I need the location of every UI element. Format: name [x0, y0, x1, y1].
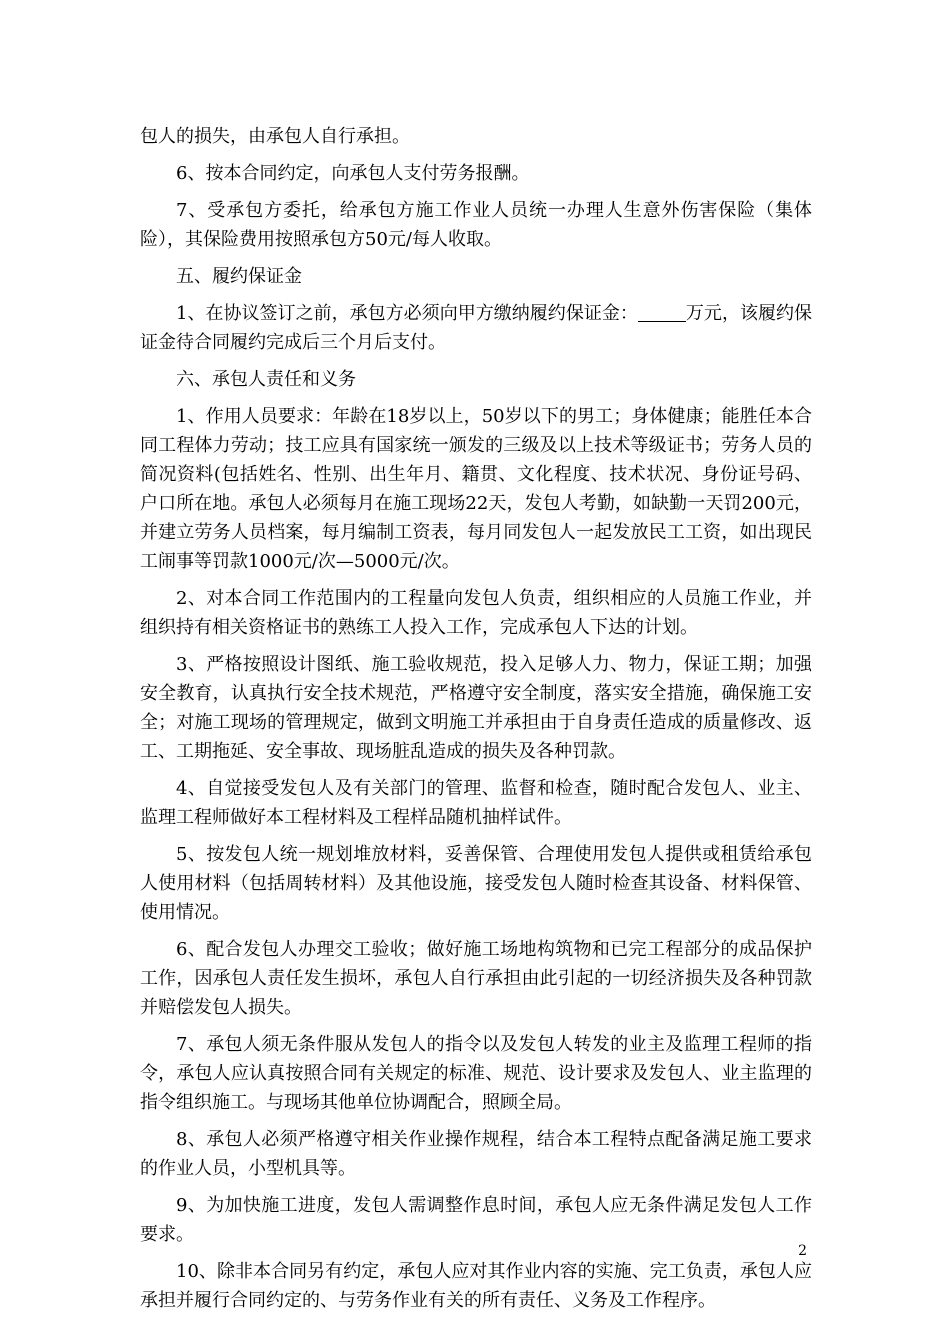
paragraph-duty-4: 4、自觉接受发包人及有关部门的管理、监督和检查，随时配合发包人、业主、监理工程师做好本工程材料及工程样品随机抽样试件。: [140, 778, 812, 828]
paragraph-duty-6: 6、配合发包人办理交工验收；做好施工场地构筑物和已完工程部分的成品保护工作，因承包人责任发生损坏，承包人自行承担由此引起的一切经济损失及各种罚款并赔偿发包人损失。: [140, 939, 812, 1018]
page-number: 2: [798, 1243, 807, 1259]
paragraph-duty-5: 5、按发包人统一规划堆放材料，妥善保管、合理使用发包人提供或租赁给承包人使用材料（包括周转材料）及其他设施，接受发包人随时检查其设备、材料保管、使用情况。: [140, 844, 812, 923]
paragraph-duty-2: 2、对本合同工作范围内的工程量向发包人负责，组织相应的人员施工作业，并组织持有相关资格证书的熟练工人投入工作，完成承包人下达的计划。: [140, 588, 812, 638]
blank-amount-line: [638, 303, 686, 322]
paragraph-duty-7: 7、承包人须无条件服从发包人的指令以及发包人转发的业主及监理工程师的指令，承包人应认真按照合同有关规定的标准、规范、设计要求及发包人、业主监理的指令组织施工。与现场其他单位协调配合，照顾全局。: [140, 1034, 812, 1113]
paragraph-bond-item-1: [140, 299, 812, 357]
paragraph-item-6: 6、按本合同约定，向承包人支付劳务报酬。: [176, 163, 530, 184]
paragraph-continuation: 包人的损失，由承包人自行承担。: [140, 126, 410, 147]
section-heading-performance-bond: 五、履约保证金: [176, 266, 302, 287]
paragraph-duty-3: 3、严格按照设计图纸、施工验收规范，投入足够人力、物力，保证工期；加强安全教育，认真执行安全技术规范，严格遵守安全制度，落实安全措施，确保施工安全；对施工现场的管理规定，做到文明施工并承担由于自身责任造成的质量修改、返工、工期拖延、安全事故、现场脏乱造成的损失及各种罚款。: [140, 654, 812, 762]
document-body: [140, 122, 812, 1323]
paragraph-item-7: 7、受承包方委托，给承包方施工作业人员统一办理人生意外伤害保险（集体险），其保险费用按照承包方50元/每人收取。: [140, 200, 812, 250]
bond-text-before: 1、在协议签订之前，承包方必须向甲方缴纳履约保证金：: [176, 303, 638, 324]
bond-text-after: 万元，该履约保证金待合同履约完成后三个月后支付。: [140, 303, 813, 353]
section-heading-contractor-duties: 六、承包人责任和义务: [176, 369, 356, 390]
paragraph-duty-10: 10、除非本合同另有约定，承包人应对其作业内容的实施、完工负责，承包人应承担并履行合同约定的、与劳务作业有关的所有责任、义务及工作程序。: [140, 1261, 812, 1311]
paragraph-duty-9: 9、为加快施工进度，发包人需调整作息时间，承包人应无条件满足发包人工作要求。: [140, 1195, 812, 1245]
paragraph-duty-1: 1、作用人员要求：年龄在18岁以上，50岁以下的男工；身体健康；能胜任本合同工程体力劳动；技工应具有国家统一颁发的三级及以上技术等级证书；劳务人员的简况资料(包括姓名、性别、出生年月、籍贯、文化程度、技术状况、身份证号码、户口所在地。承包人必须每月在施工现场22天，发包人考勤，如缺勤一天罚200元，并建立劳务人员档案，每月编制工资表，每月同发包人一起发放民工工资，如出现民工闹事等罚款1000元/次—5000元/次。: [140, 406, 812, 572]
paragraph-duty-8: 8、承包人必须严格遵守相关作业操作规程，结合本工程特点配备满足施工要求的作业人员，小型机具等。: [140, 1129, 812, 1179]
